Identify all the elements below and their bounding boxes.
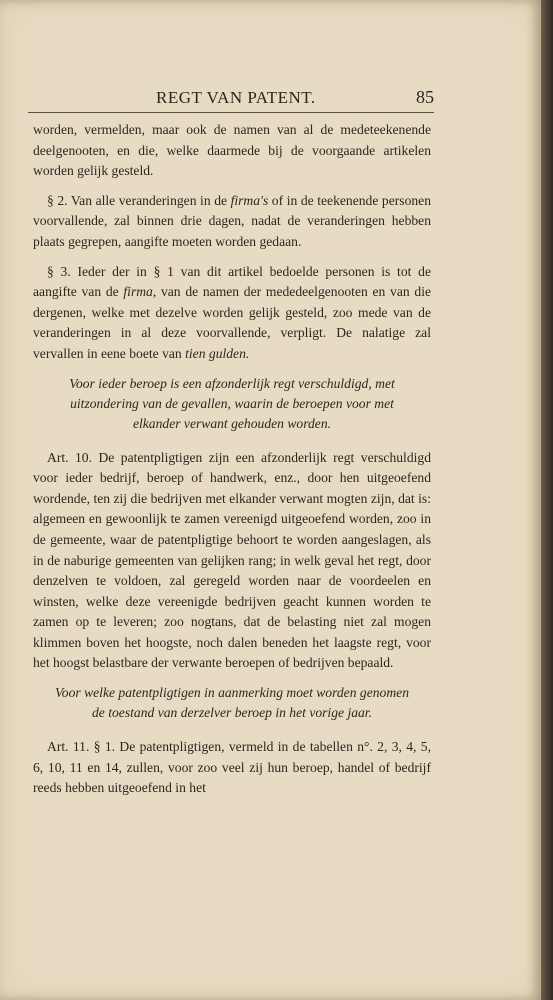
p3-firma: firma: [123, 284, 153, 300]
header-rule: [28, 112, 434, 113]
paragraph-1: worden, vermelden, maar ook de namen van al de medeteekenende deelgenooten, en die, welke daarmede bij de voorgaande artikelen worden gelijk gesteld.: [33, 122, 431, 179]
paragraph-art11: Art. 11. § 1. De patentpligtigen, vermeld in de tabellen n°. 2, 3, 4, 5, 6, 10, 11 en 14, zullen, voor zoo veel zij hun beroep, handel of bedrijf reeds hebben uitgeoefend in het: [33, 739, 431, 796]
p3-fine: tien gulden.: [185, 345, 250, 361]
p2-firma: firma's: [230, 192, 269, 208]
page-header: [28, 88, 440, 112]
p3-text-b: , van de namen der mededeelgenooten en van die dergenen, welke met dezelve worden gelijk gesteld, zoo mede van de veranderingen in al deze voorvallende, verpligt. De nalatige zal vervallen in eene boete van: [33, 284, 432, 361]
section-heading-1: Voor ieder beroep is een afzonderlijk regt verschuldigd, met uitzondering van de gevallen, waarin de beroepen voor met elkander verwant gehouden worden.: [69, 375, 395, 431]
book-edge: [541, 0, 553, 1000]
p3-text-a: § 3. Ieder der in § 1 van dit artikel bedoelde personen is tot de aangifte van de: [33, 263, 431, 300]
p2-text-b: of in de teekenende personen voorvallende, zal binnen drie dagen, nadat de veranderingen hebben plaats gegrepen, aangifte moeten worden gedaan.: [33, 192, 431, 249]
p2-text-a: § 2. Van alle veranderingen in de: [47, 192, 231, 208]
paragraph-art9-s3: [33, 262, 431, 365]
paragraph-art9-s2: [33, 191, 431, 253]
page-number: 85: [416, 87, 434, 107]
section-heading-2: Voor welke patentpligtigen in aanmerking moet worden genomen de toestand van derzelver beroep in het vorige jaar.: [54, 685, 409, 721]
paragraph-art10: Art. 10. De patentpligtigen zijn een afzonderlijk regt verschuldigd voor ieder bedrijf, beroep of handwerk, enz., door hen uitgeoefend wordende, ten zij die bedrijven met elkander verwant mogten zijn, dat is: algemeen en gewoonlijk te zamen vereenigd uitgeoefend worden, zoo in de gemeente, waar de patentpligtige behoort te worden aangeslagen, als in de naburige gemeenten van gelijken rang; in welk geval het regt, door denzelven te voldoen, zal geregeld worden naar de voordeelen en winsten, welke deze vereenigde bedrijven geacht kunnen worden te zamen op te leveren; zoo nogtans, dat de belasting niet zal mogen klimmen boven het hoogste, noch dalen beneden het laagste regt, voor het hoogst belastbare der verwante beroepen of bedrijven bepaald.: [33, 449, 431, 671]
running-title: REGT VAN PATENT.: [156, 88, 316, 107]
body-text: [33, 120, 431, 808]
